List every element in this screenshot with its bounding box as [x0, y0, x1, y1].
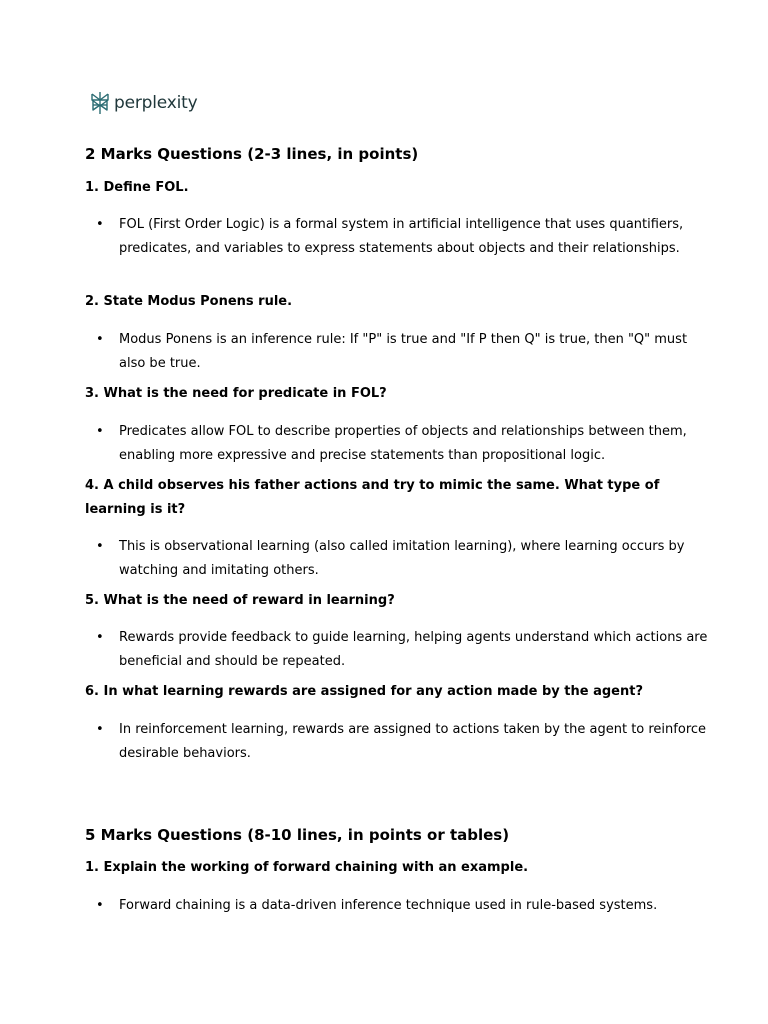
answer-text: This is observational learning (also called imitation learning), where learning occurs by watching and imitating others. — [119, 539, 685, 578]
answer-text: FOL (First Order Logic) is a formal system in artificial intelligence that uses quantifiers, predicates, and variables to express statements about objects and their relationships. — [119, 217, 684, 256]
answer-5 — [96, 626, 709, 673]
bullet-icon: • — [96, 630, 104, 645]
answer-text: In reinforcement learning, rewards are assigned to actions taken by the agent to reinforce desirable behaviors. — [119, 722, 707, 761]
perplexity-logo — [90, 90, 197, 116]
answer-3 — [96, 420, 709, 467]
answer-4 — [96, 535, 709, 582]
answer-2 — [96, 328, 709, 375]
answer-text: Forward chaining is a data-driven inference technique used in rule-based systems. — [119, 898, 658, 913]
bullet-icon: • — [96, 424, 104, 439]
question-1: 1. Explain the working of forward chaining with an example. — [85, 860, 529, 875]
answer-1 — [96, 213, 709, 260]
question-6: 6. In what learning rewards are assigned for any action made by the agent? — [85, 684, 643, 699]
bullet-icon: • — [96, 898, 104, 913]
perplexity-logo-icon — [90, 91, 110, 115]
answer-text: Predicates allow FOL to describe properties of objects and relationships between them, enabling more expressive and precise statements than propositional logic. — [119, 424, 687, 463]
answer-6 — [96, 718, 709, 765]
answer-1 — [96, 894, 709, 918]
bullet-icon: • — [96, 332, 104, 347]
question-1: 1. Define FOL. — [85, 180, 189, 195]
question-3: 3. What is the need for predicate in FOL? — [85, 386, 387, 401]
section-heading: 2 Marks Questions (2-3 lines, in points) — [85, 145, 419, 163]
answer-text: Rewards provide feedback to guide learning, helping agents understand which actions are beneficial and should be repeated. — [119, 630, 708, 669]
bullet-icon: • — [96, 722, 104, 737]
bullet-icon: • — [96, 539, 104, 554]
question-4: 4. A child observes his father actions and try to mimic the same. What type of learning is it? — [85, 478, 660, 517]
question-5: 5. What is the need of reward in learning? — [85, 593, 395, 608]
logo-wordmark: perplexity — [114, 93, 198, 113]
bullet-icon: • — [96, 217, 104, 232]
answer-text: Modus Ponens is an inference rule: If "P" is true and "If P then Q" is true, then "Q" must also be true. — [119, 332, 688, 371]
section-heading: 5 Marks Questions (8-10 lines, in points or tables) — [85, 826, 510, 844]
question-2: 2. State Modus Ponens rule. — [85, 294, 293, 309]
